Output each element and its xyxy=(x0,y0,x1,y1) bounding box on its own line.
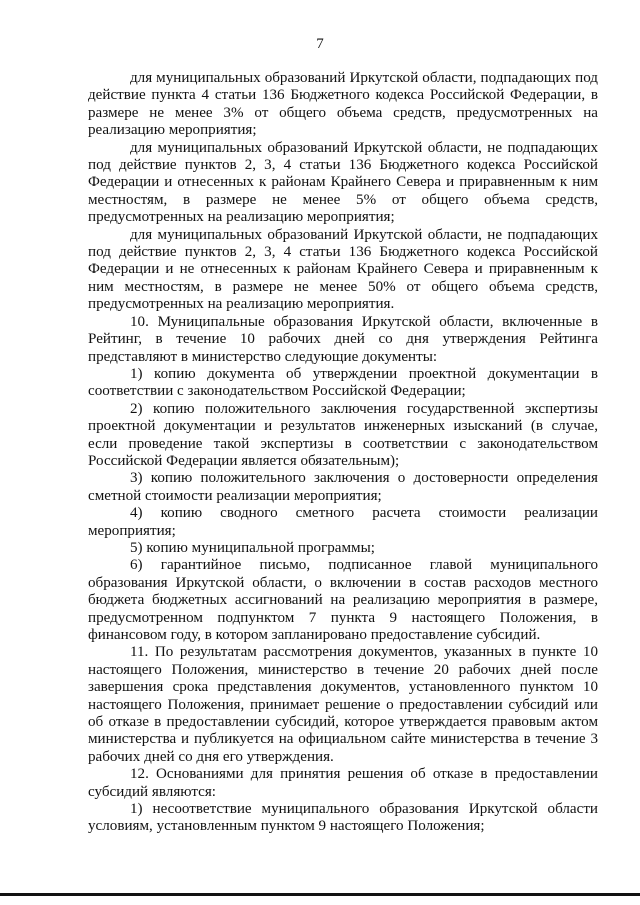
paragraph-item-10-6: 6) гарантийное письмо, подписанное главой муниципального образования Иркутской области, о включении в состав расходов местного бюджета бюджетных ассигнований на реализацию мероприятия в размере, предусмотренном подпунктом 7 пункта 9 настоящего Положения, в финансовом году, в котором запланировано предоставление субсидий. xyxy=(88,557,598,643)
paragraph-condition-other: для муниципальных образований Иркутской области, не подпадающих под действие пунктов 2, 3, 4 статьи 136 Бюджетного кодекса Российской Федерации и не отнесенных к районам Крайнего Севера и приравненным к ним местностям, в размере не менее 50% от общего объема средств, предусмотренных на реализацию мероприятия. xyxy=(88,226,598,313)
paragraph-item-10-5: 5) копию муниципальной программы; xyxy=(130,539,375,556)
page-number: 7 xyxy=(316,36,324,52)
paragraph-item-10-3: 3) копию положительного заключения о достоверности определения сметной стоимости реализации мероприятия; xyxy=(88,470,598,504)
paragraph-item-10-4: 4) копию сводного сметного расчета стоимости реализации мероприятия; xyxy=(88,505,598,539)
paragraph-condition-art136-p4: для муниципальных образований Иркутской области, подпадающих под действие пункта 4 статьи 136 Бюджетного кодекса Российской Федерации, в размере не менее 3% от общего объема средств, предусмотренных на реализацию мероприятия; xyxy=(88,70,598,139)
paragraph-condition-far-north: для муниципальных образований Иркутской области, не подпадающих под действие пунктов 2, 3, 4 статьи 136 Бюджетного кодекса Российской Федерации и отнесенных к районам Крайнего Севера и приравненным к ним местностям, в размере не менее 5% от общего объема средств, предусмотренных на реализацию мероприятия; xyxy=(88,139,598,226)
scan-bottom-edge xyxy=(0,893,640,896)
paragraph-item-10: 10. Муниципальные образования Иркутской области, включенные в Рейтинг, в течение 10 рабочих дней со дня утверждения Рейтинга представляют в министерство следующие документы: xyxy=(88,313,598,365)
paragraph-item-12-1: 1) несоответствие муниципального образования Иркутской области условиям, установленным пунктом 9 настоящего Положения; xyxy=(88,801,598,835)
document-body xyxy=(88,70,598,836)
paragraph-item-10-1: 1) копию документа об утверждении проектной документации в соответствии с законодательством Российской Федерации; xyxy=(88,365,598,400)
paragraph-item-10-2: 2) копию положительного заключения государственной экспертизы проектной документации и результатов инженерных изысканий (в случае, если проведение такой экспертизы в соответствии с законодательством Российской Федерации является обязательным); xyxy=(88,400,598,469)
paragraph-item-11: 11. По результатам рассмотрения документов, указанных в пункте 10 настоящего Положения, министерство в течение 20 рабочих дней после завершения срока представления документов, установленного пунктом 10 настоящего Положения, принимает решение о предоставлении субсидий или об отказе в предоставлении субсидий, которое утверждается правовым актом министерства и публикуется на официальном сайте министерства в течение 3 рабочих дней со дня его утверждения. xyxy=(88,644,598,765)
paragraph-item-12: 12. Основаниями для принятия решения об отказе в предоставлении субсидий являются: xyxy=(88,766,598,800)
